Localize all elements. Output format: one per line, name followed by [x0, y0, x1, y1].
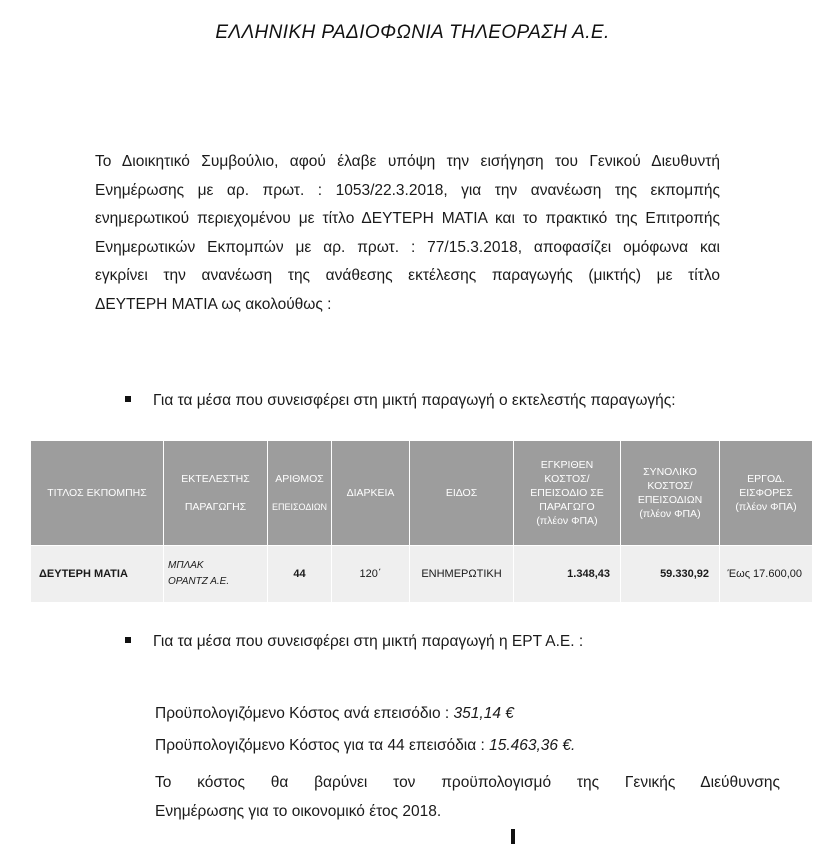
budget-total-value: 15.463,36 €.: [489, 737, 576, 754]
header-duration: ΔΙΑΡΚΕΙΑ: [332, 441, 410, 546]
cell-duration: 120΄: [332, 546, 410, 603]
budget-per-episode-value: 351,14 €: [453, 705, 514, 722]
bullet-ert: [125, 633, 583, 651]
decision-line: Ενημέρωσης με αρ. πρωτ. : 1053/22.3.2018, για την ανανέωση της εκπομπής: [95, 181, 720, 199]
production-cost-table: [30, 440, 813, 603]
final-paragraph: [155, 768, 780, 826]
bullet-producer-text: Για τα μέσα που συνεισφέρει στη μικτή παραγωγή ο εκτελεστής παραγωγής:: [153, 392, 676, 409]
decision-paragraph: [95, 148, 720, 320]
bullet-icon: [125, 396, 131, 402]
decision-line: ΔΕΥΤΕΡΗ ΜΑΤΙΑ ως ακολούθως :: [95, 295, 332, 313]
cell-type: ΕΝΗΜΕΡΩΤΙΚΗ: [410, 546, 514, 603]
document-title: ΕΛΛΗΝΙΚΗ ΡΑΔΙΟΦΩΝΙΑ ΤΗΛΕΟΡΑΣΗ Α.Ε.: [215, 22, 610, 43]
bullet-icon: [125, 637, 131, 643]
header-approved-cost: ΕΓΚΡΙΘΕΝ ΚΟΣΤΟΣ/ ΕΠΕΙΣΟΔΙΟ ΣΕ ΠΑΡΑΓΩΓΟ (πλέον ΦΠΑ): [514, 441, 621, 546]
cell-title: ΔΕΥΤΕΡΗ ΜΑΤΙΑ: [31, 546, 164, 603]
header-total-cost: ΣΥΝΟΛΙΚΟ ΚΟΣΤΟΣ/ ΕΠΕΙΣΟΔΙΩΝ (πλέον ΦΠΑ): [621, 441, 720, 546]
decision-line: ενημερωτικού περιεχομένου με τίτλο ΔΕΥΤΕΡΗ ΜΑΤΙΑ και το πρακτικό της Επιτροπής: [95, 210, 720, 228]
budget-per-episode: [155, 705, 514, 723]
cell-executor: ΜΠΛΑΚ ΟΡΑΝΤΖ Α.Ε.: [164, 546, 268, 603]
cell-episodes: 44: [268, 546, 332, 603]
header-type: ΕΙΔΟΣ: [410, 441, 514, 546]
final-line: Ενημέρωσης για το οικονομικό έτος 2018.: [155, 803, 442, 820]
cell-total-cost: 59.330,92: [621, 546, 720, 603]
header-executor: ΕΚΤΕΛΕΣΤΗΣ ΠΑΡΑΓΩΓΗΣ: [164, 441, 268, 546]
page-mark: [511, 829, 515, 844]
final-line: Το κόστος θα βαρύνει τον προϋπολογισμό της Γενικής Διεύθυνσης: [155, 774, 780, 791]
decision-line: Το Διοικητικό Συμβούλιο, αφού έλαβε υπόψη την εισήγηση του Γενικού Διευθυντή: [95, 153, 720, 170]
decision-line: Ενημερωτικών Εκπομπών με αρ. πρωτ. : 77/15.3.2018, αποφασίζει ομόφωνα και: [95, 238, 720, 256]
table-header-row: [31, 441, 813, 546]
header-title: ΤΙΤΛΟΣ ΕΚΠΟΜΠΗΣ: [31, 441, 164, 546]
budget-total-label: Προϋπολογιζόμενο Κόστος για τα 44 επεισόδια :: [155, 737, 490, 754]
table-row: [31, 546, 813, 603]
header-contributions: ΕΡΓΟΔ. ΕΙΣΦΟΡΕΣ (πλέον ΦΠΑ): [720, 441, 813, 546]
bullet-ert-text: Για τα μέσα που συνεισφέρει στη μικτή παραγωγή η ΕΡΤ Α.Ε. :: [153, 633, 584, 650]
header-episode-count: ΑΡΙΘΜΟΣ ΕΠΕΙΣΟΔΙΩΝ: [268, 441, 332, 546]
budget-total: [155, 737, 575, 755]
budget-per-episode-label: Προϋπολογιζόμενο Κόστος ανά επεισόδιο :: [155, 705, 454, 722]
cell-approved-cost: 1.348,43: [514, 546, 621, 603]
cell-contributions: Έως 17.600,00: [720, 546, 813, 603]
bullet-producer: [125, 392, 676, 410]
decision-line: εγκρίνει την ανανέωση της ανάθεσης εκτέλεσης παραγωγής (μικτής) με τίτλο: [95, 267, 720, 285]
